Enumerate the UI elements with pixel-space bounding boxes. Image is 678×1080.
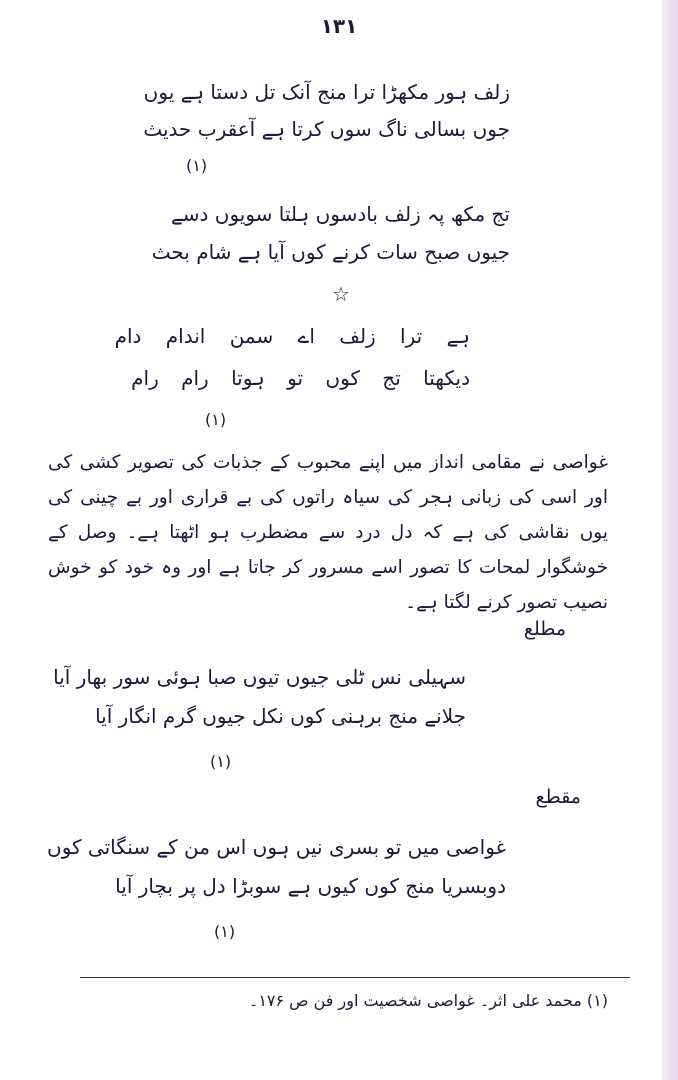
verse3-line1: ہے ترا زلف اے سمن اندام دام	[114, 324, 470, 348]
maqta-heading: مقطع	[535, 786, 581, 808]
maqta-note-mark: (۱)	[214, 922, 236, 941]
maqta-line1: غواصی میں تو بسری نیں ہوں اس من کے سنگاتی کوں	[47, 835, 506, 859]
body-paragraph: غواصی نے مقامی انداز میں اپنے محبوب کے جذبات کی تصویر کشی کی اور اسی کی زبانی ہجر کی سیاہ راتوں کی بے قراری اور بے چینی کی یوں نقاشی کی ہے کہ دل درد سے مضطرب ہو اٹھتا ہے۔ وصل کے خوشگوار لمحات کا تصور اسے مسرور کر جاتا ہے اور وہ خود کو خوش نصیب تصور کرنے لگتا ہے۔	[48, 452, 608, 613]
page-edge	[662, 0, 678, 1080]
verse3-note-mark: (۱)	[205, 410, 227, 429]
verse2-line1: تج مکھ پہ زلف بادسوں ہلتا سویوں دسے	[171, 202, 510, 226]
footnote: (۱) محمد علی اثر۔ غواصی شخصیت اور فن ص ۱۷۶۔	[248, 991, 608, 1010]
matla-line1: سہیلی نس ٹلی جیوں تیوں صبا ہوئی سور بھار آیا	[53, 665, 466, 689]
verse1-line2: جوں بسالی ناگ سوں کرتا ہے آعقرب حدیث	[143, 117, 510, 141]
verse1-line1: زلف ہور مکھڑا ترا منج آنک تل دستا ہے یوں	[143, 80, 510, 104]
verse1-note-mark: (۱)	[186, 156, 208, 175]
matla-line2: جلانے منج برہنی کوں نکل جیوں گرم انگار آیا	[95, 704, 466, 728]
page-number: ۱۳۱	[320, 14, 358, 38]
matla-heading: مطلع	[523, 618, 566, 640]
footnote-rule	[80, 977, 630, 978]
star-separator: ☆	[332, 282, 350, 306]
matla-note-mark: (۱)	[210, 752, 232, 771]
verse2-line2: جیوں صبح سات کرنے کوں آیا ہے شام بحث	[151, 240, 510, 264]
maqta-line2: دوبسریا منج کوں کیوں ہے سوبڑا دل پر بچار آیا	[115, 874, 506, 898]
verse3-line2: دیکھتا تج کوں تو ہوتا رام رام	[131, 366, 470, 390]
